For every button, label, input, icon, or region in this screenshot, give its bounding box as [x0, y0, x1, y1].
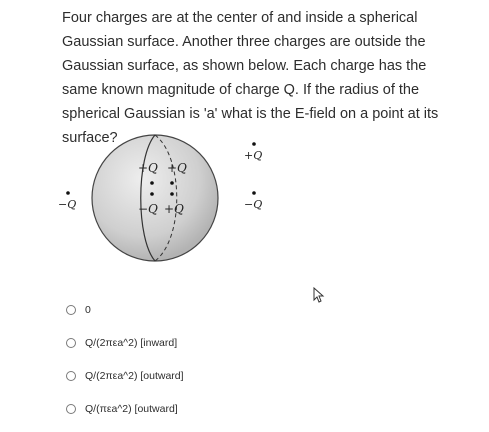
radio-button[interactable] — [66, 305, 76, 315]
radio-button[interactable] — [66, 404, 76, 414]
outside-charge-right-bottom: −Q — [244, 198, 263, 211]
answer-options — [66, 300, 446, 432]
answer-option-label: Q/(2πεa^2) [outward] — [85, 370, 184, 382]
gaussian-sphere — [92, 135, 218, 261]
gaussian-sphere-figure — [48, 132, 288, 272]
inside-charge-top-right: +Q — [167, 161, 187, 175]
answer-option-0[interactable] — [66, 300, 446, 320]
question-text: Four charges are at the center of and inside a spherical Gaussian surface. Another three charges are outside the Gaussian surface, as shown below. Each charge has the same known magnitude of charge Q. If the radius of the spherical Gaussian is 'a' what is the E-field on a point at its surface? — [62, 10, 439, 146]
answer-option-label: Q/(πεa^2) [outward] — [85, 403, 178, 415]
mouse-pointer-icon — [313, 287, 325, 303]
answer-option-label: Q/(2πεa^2) [inward] — [85, 337, 178, 349]
outside-charge-left: −Q — [58, 198, 77, 211]
outside-left-dot — [66, 191, 70, 195]
inside-charge-top-left: +Q — [138, 161, 158, 175]
outside-charge-right-top: +Q — [244, 149, 263, 162]
answer-option-2[interactable] — [66, 366, 446, 386]
answer-option-1[interactable] — [66, 333, 446, 353]
radio-button[interactable] — [66, 338, 76, 348]
outside-right-bottom-dot — [252, 191, 256, 195]
radio-button[interactable] — [66, 371, 76, 381]
inside-dot-1 — [150, 181, 154, 185]
inside-charge-bottom-left: −Q — [138, 202, 158, 216]
inside-dot-4 — [170, 192, 174, 196]
inside-dot-3 — [150, 192, 154, 196]
inside-dot-2 — [170, 181, 174, 185]
inside-charge-bottom-right: +Q — [164, 202, 184, 216]
answer-option-3[interactable] — [66, 399, 446, 419]
outside-right-top-dot — [252, 142, 256, 146]
answer-option-label: 0 — [85, 304, 91, 316]
